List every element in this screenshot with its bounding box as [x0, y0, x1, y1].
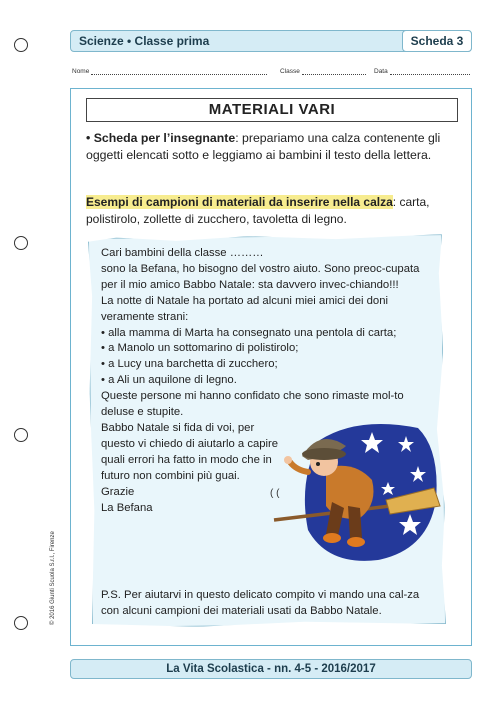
- letter-greeting: Cari bambini della classe ………: [101, 247, 264, 259]
- class-field: Classe: [280, 68, 366, 75]
- letter-paragraph: sono la Befana, ho bisogno del vostro aiuto. Sono preoc-cupata per il mio amico Babbo Natale: sta davvero invec-chiando!!!: [101, 262, 420, 291]
- letter-signature: La Befana: [101, 501, 153, 514]
- befana-illustration: [268, 410, 444, 570]
- examples-highlight: Esempi di campioni di materiali da inserire nella calza: [86, 195, 393, 209]
- binder-hole: [14, 616, 28, 630]
- date-field: Data: [374, 68, 470, 75]
- page-title: MATERIALI VARI: [86, 98, 458, 122]
- sheet-number: Scheda 3: [402, 30, 472, 52]
- binder-hole: [14, 236, 28, 250]
- list-item: • a Lucy una barchetta di zucchero;: [101, 358, 278, 371]
- list-item: • a Ali un aquilone di legno.: [101, 374, 237, 387]
- subject-label: Scienze • Classe prima: [79, 34, 210, 48]
- letter-paragraph: Babbo Natale si fida di voi, per questo vi chiedo di aiutarlo a capire quali errori ha fatto in modo che in futuro non combini più guai.: [101, 421, 279, 482]
- letter-postscript: P.S. Per aiutarvi in questo delicato compito vi mando una cal-za con alcuni campioni dei materiali usati da Babbo Natale.: [101, 589, 420, 617]
- svg-text:( (: ( (: [270, 488, 280, 499]
- list-item: • alla mamma di Marta ha consegnato una pentola di carta;: [101, 326, 397, 339]
- footer-bar: La Vita Scolastica - nn. 4-5 - 2016/2017: [70, 659, 472, 679]
- header-bar: [70, 30, 472, 52]
- letter-thanks: Grazie: [101, 485, 135, 498]
- teacher-instructions: • Scheda per l’insegnante: prepariamo una calza contenente gli oggetti elencati sotto e leggiamo ai bambini il testo della lettera.: [86, 131, 441, 162]
- student-fields: [72, 68, 472, 78]
- binder-hole: [14, 38, 28, 52]
- instructions-label: • Scheda per l’insegnante: [86, 131, 236, 145]
- letter-paragraph: Queste persone mi hanno confidato che sono rimaste mol-to deluse e stupite.: [101, 390, 404, 419]
- letter-paragraph: La notte di Natale ha portato ad alcuni miei amici dei doni veramente strani:: [101, 294, 388, 323]
- binder-hole: [14, 428, 28, 442]
- copyright-notice: © 2016 Giunti Scuola S.r.l., Firenze: [50, 531, 56, 625]
- list-item: • a Manolo un sottomarino di polistirolo;: [101, 342, 299, 355]
- material-examples: Esempi di campioni di materiali da inserire nella calza: carta, polistirolo, zollette di zucchero, tavoletta di legno.: [86, 195, 430, 226]
- name-field: Nome: [72, 68, 267, 75]
